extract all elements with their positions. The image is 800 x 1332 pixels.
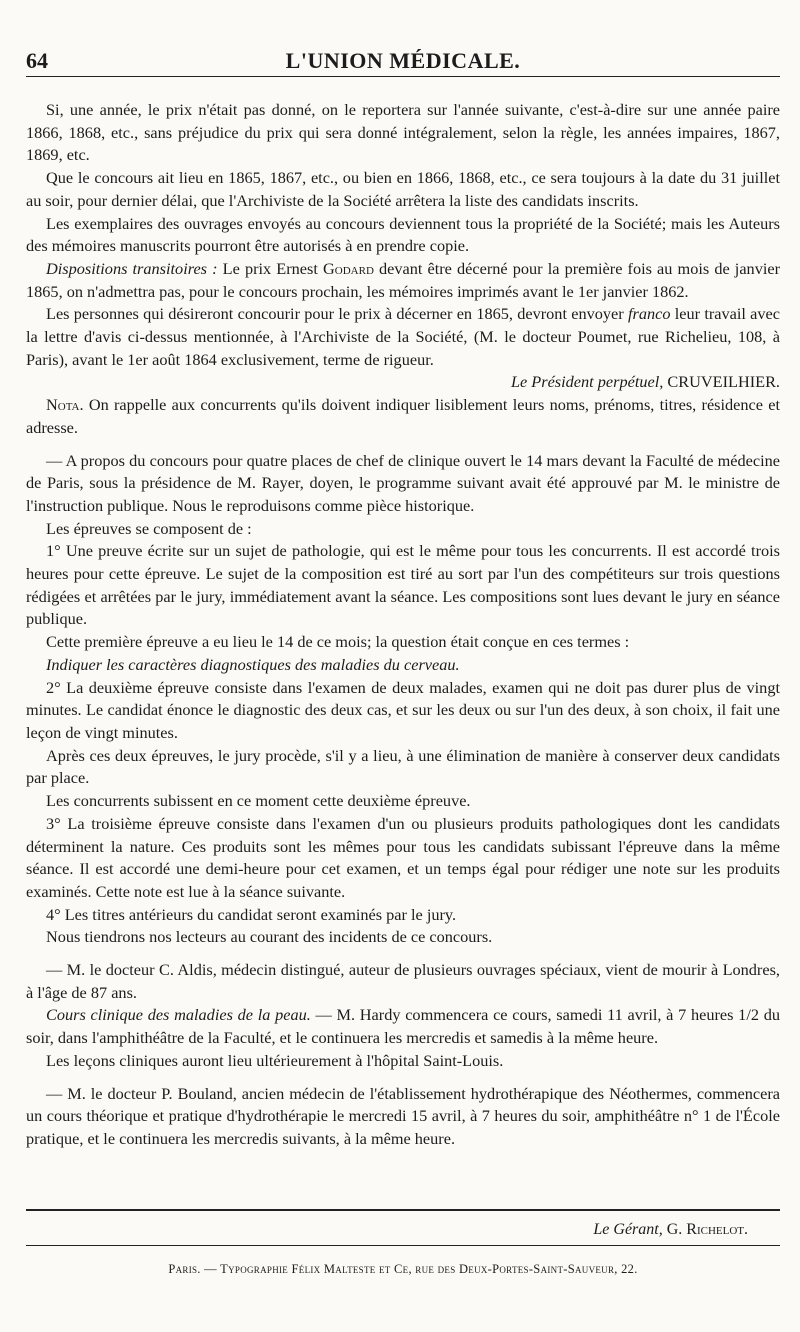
paragraph-transitional: Dispositions transitoires : Le prix Ernest Godard devant être décerné pour la première fois au mois de janvier 1865, on n'admettra pas, pour le concours prochain, les mémoires imprimés avant le 1er janvier 1862.: [26, 258, 781, 301]
paragraph-nota: Nota. On rappelle aux concurrents qu'ils doivent indiquer lisiblement leurs noms, prénoms, titres, résidence et adresse.: [26, 395, 780, 437]
godard-name: Godard: [323, 258, 374, 278]
gerant-signature: Le Gérant, G. Richelot.: [593, 1220, 748, 1238]
paragraph-first-test-held: Cette première épreuve a eu lieu le 14 de ce mois; la question était conçue en ces termes :: [46, 632, 630, 652]
page-number: 64: [26, 48, 48, 73]
paragraph-skin-course: Cours clinique des maladies de la peau. — M. Hardy commencera ce cours, samedi 11 avril, à 7 heures 1/2 du soir, dans l'amphithéâtre de la Faculté, et le continuera les mercredis et samedis à la même heure.: [26, 1005, 780, 1048]
running-title: L'UNION MÉDICALE.: [285, 48, 521, 73]
paragraph-updates: Nous tiendrons nos lecteurs au courant des incidents de ce concours.: [46, 927, 493, 947]
paragraph-first-test: 1° Une preuve écrite sur un sujet de pathologie, qui est le même pour tous les concurrents. Il est accordé trois heures pour cette épreuve. Le sujet de la composition est tiré au sort par l'un des compétiteurs sur trois questions rédigées et arrêtées par le jury, immédiatement avant la séance. Les compositions sont lues devant le jury en séance publique.: [26, 541, 780, 629]
paragraph-deadline: Que le concours ait lieu en 1865, 1867, etc., ou bien en 1866, 1868, etc., ce sera toujours à la date du 31 juillet au soir, pour dernier délai, que l'Archiviste de la Société arrêtera la liste des candidats inscrits.: [26, 168, 780, 210]
paragraph-fourth-test: 4° Les titres antérieurs du candidat seront examinés par le jury.: [46, 904, 457, 924]
paragraph-prize-postponement: Si, une année, le prix n'était pas donné, on le reportera sur l'année suivante, c'est-à-dire sur une année paire 1866, 1868, etc., sans préjudice du prix qui sera donné intégralement, selon la règle, les années impaires, 1867, 1869, etc.: [26, 100, 780, 165]
paragraph-tests-intro: Les épreuves se composent de :: [46, 518, 252, 538]
paragraph-clinic-competition: — A propos du concours pour quatre places de chef de clinique ouvert le 14 mars devant la Faculté de médecine de Paris, sous la présidence de M. Rayer, doyen, le programme suivant avait été approuvé par M. le ministre de l'instruction publique. Nous le reproduisons comme pièce historique.: [26, 450, 780, 515]
paragraph-question: Indiquer les caractères diagnostiques des maladies du cerveau.: [46, 654, 460, 674]
president-signature: Le Président perpétuel, CRUVEILHIER.: [510, 372, 780, 392]
transitional-label: Dispositions transitoires :: [46, 258, 218, 278]
paragraph-current-test: Les concurrents subissent en ce moment cette deuxième épreuve.: [46, 791, 471, 811]
printer-imprint: Paris. — Typographie Félix Malteste et Ce, rue des Deux-Portes-Saint-Sauveur, 22.: [168, 1261, 638, 1276]
paragraph-submission: Les personnes qui désireront concourir pour le prix à décerner en 1865, devront envoyer franco leur travail avec la lettre d'avis ci-dessus mentionnée, à l'Archiviste de la Société, (M. le docteur Poumet, rue Richelieu, 108, à Paris), avant le 1er août 1864 exclusivement, terme de rigueur.: [26, 304, 780, 369]
paragraph-elimination: Après ces deux épreuves, le jury procède, s'il y a lieu, à une élimination de manière à conserver deux candidats par place.: [26, 745, 780, 788]
paragraph-property: Les exemplaires des ouvrages envoyés au concours deviennent tous la propriété de la Société; mais les Auteurs des mémoires manuscrits pourront être autorisés à en prendre copie.: [26, 213, 780, 256]
paragraph-hydrotherapy: — M. le docteur P. Bouland, ancien médecin de l'établissement hydrothérapique des Néothermes, commencera un cours théorique et pratique d'hydrothérapie le mercredi 15 avril, à 7 heures du soir, amphithéâtre n° 1 de l'École pratique, et le continuera les mercredis suivants, à la même heure.: [26, 1083, 780, 1148]
article-body: [26, 99, 780, 1151]
paragraph-third-test: 3° La troisième épreuve consiste dans l'examen d'un ou plusieurs produits pathologiques dont les candidats déterminent la nature. Ces produits sont les mêmes pour tous les candidats subissant l'épreuve dans la même séance. Il est accordé une demi-heure pour cet examen, et un temps égal pour rédiger une note sur les produits examinés. Cette note est lue à la séance suivante.: [26, 813, 780, 901]
paragraph-second-test: 2° La deuxième épreuve consiste dans l'examen de deux malades, examen qui ne doit pas durer plus de vingt minutes. Le candidat énonce le diagnostic des deux cas, et sur les deux ou sur l'un des deux, à son choix, il fait une leçon de vingt minutes.: [26, 677, 780, 742]
footer-rule-bottom: [26, 1245, 780, 1246]
franco-word: franco: [627, 304, 671, 324]
nota-label: Nota.: [46, 395, 84, 415]
footer-rule-top: [26, 1209, 780, 1211]
course-title: Cours clinique des maladies de la peau.: [46, 1005, 311, 1025]
paragraph-obituary: — M. le docteur C. Aldis, médecin distingué, auteur de plusieurs ouvrages spéciaux, vient de mourir à Londres, à l'âge de 87 ans.: [26, 960, 780, 1002]
paragraph-clinical-lessons: Les leçons cliniques auront lieu ultérieurement à l'hôpital Saint-Louis.: [46, 1050, 504, 1070]
page-header: [26, 42, 780, 77]
